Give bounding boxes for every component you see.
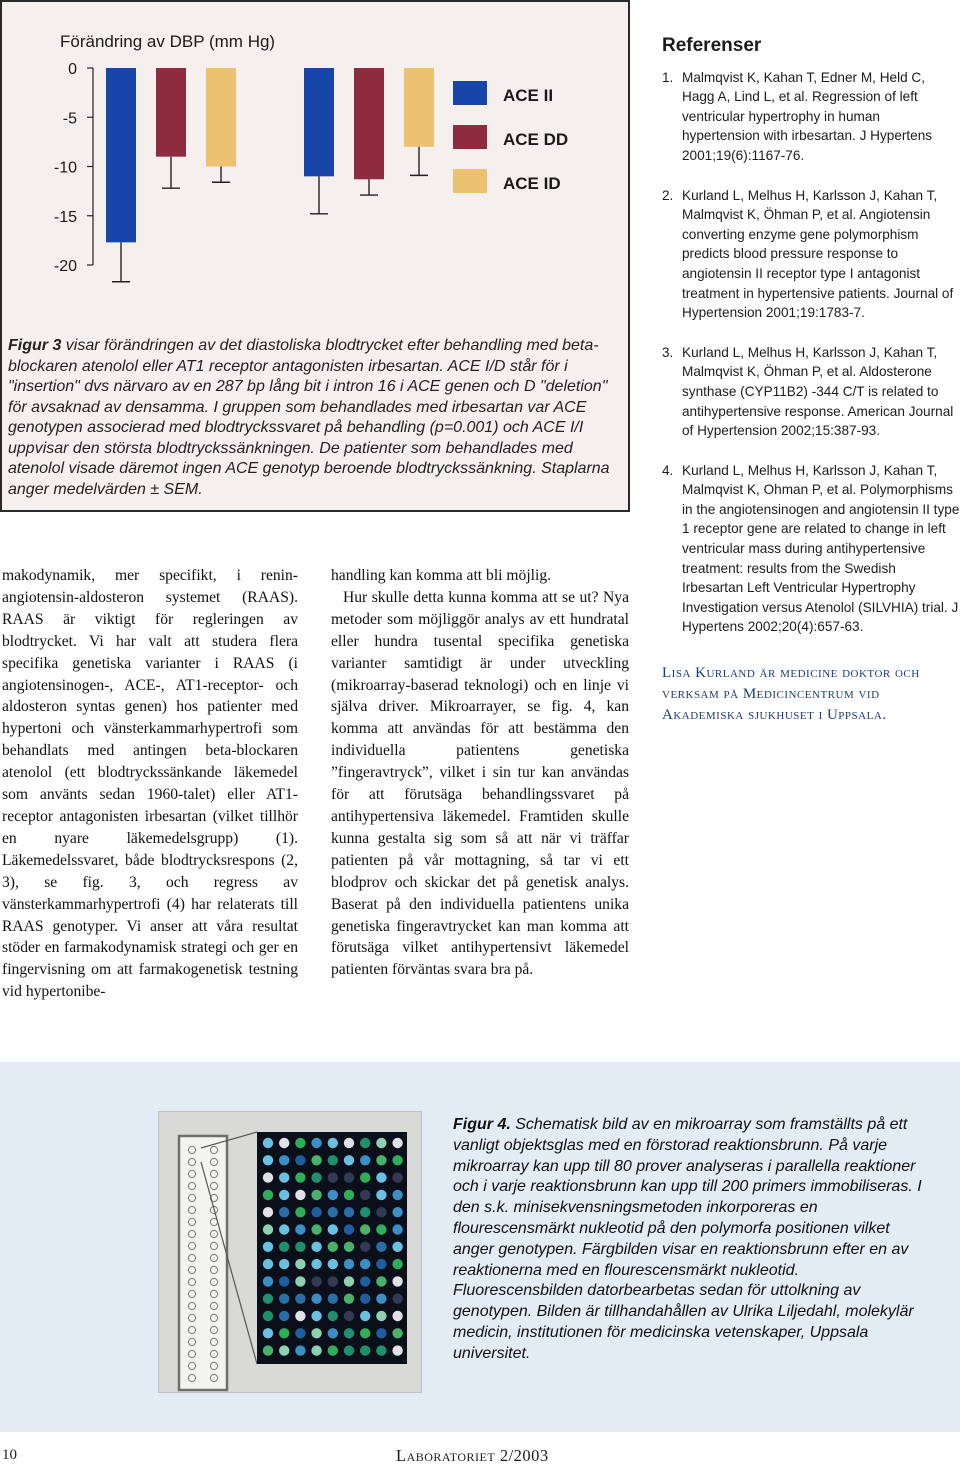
journal-name: Laboratoriet 2/2003: [396, 1446, 549, 1465]
array-spot: [344, 1190, 354, 1200]
array-spot: [295, 1172, 305, 1182]
y-tick-label: -10: [53, 159, 77, 177]
array-spot: [311, 1276, 321, 1286]
microarray-image: [158, 1111, 422, 1393]
legend-label: ACE DD: [503, 130, 569, 149]
y-tick-label: -5: [62, 110, 77, 128]
reference-item: [662, 343, 960, 441]
array-spot: [263, 1311, 273, 1321]
array-spot: [279, 1276, 289, 1286]
array-spot: [279, 1155, 289, 1165]
figure-3-caption-text: visar förändringen av det diastoliska blodtrycket efter behandling med beta-blockaren atenolol eller AT1 receptor antagonisten irbesartan. ACE I/D står för i "insertion" dvs närvaro av en 287 bp lång bit i intron 16 i ACE genen och D "deletion" för avsaknad av densamma. I gruppen som behandlades med irbesartan var ACE genotypen associerad med blodtryckssvaret på behandling (p=0.001) och ACE I/I uppvisar den största blodtryckssänkningen. De patienter som behandlades med atenolol visade däremot ingen ACE genotyp beroende blodtryckssänkning. Staplarna anger medelvärden ± SEM.: [8, 337, 610, 498]
array-spot: [344, 1345, 354, 1355]
bar: [354, 68, 384, 179]
y-tick-label: 0: [68, 61, 77, 78]
array-spot: [344, 1155, 354, 1165]
dbp-bar-chart: [2, 2, 628, 332]
figure-3-label: Figur 3: [8, 337, 62, 354]
chart-title: Förändring av DBP (mm Hg): [60, 32, 276, 51]
figure-4-caption-text: Schematisk bild av en mikroarray som framställts på ett vanligt objektsglas med en förstorad reaktionsbrunn. På varje mikroarray kan upp till 80 prover analyseras i parallella reaktioner och i varje reaktionsbrunn kan upp till 200 primers immobiliseras. I den s.k. minisekvensningsmetoden inkorporeras en flourescensmärkt nukleotid på den polymorfa positionen vilket anger genotypen. Färgbilden visar en reaktionsbrunn efter en av reaktionerna med en flourescensmärkt nukleotid. Fluorescensbilden datorbearbetas sedan för uttolkning av genotypen. Bilden är tillhandahållen av Ulrika Liljedahl, molekylär medicin, institutionen för medicinska vetenskaper, Uppsala universitet.: [453, 1116, 922, 1362]
array-spot: [311, 1311, 321, 1321]
legend-label: ACE ID: [503, 174, 561, 193]
reference-number: 4.: [662, 462, 674, 478]
body-column-1: [2, 565, 298, 1003]
array-spot: [279, 1311, 289, 1321]
array-spot: [263, 1328, 273, 1338]
array-spot: [311, 1345, 321, 1355]
array-spot: [328, 1276, 338, 1286]
array-spot: [295, 1259, 305, 1269]
y-tick-label: -20: [53, 258, 77, 275]
reference-text: Kurland L, Melhus H, Karlsson J, Kahan T, Malmqvist K, Öhman P, et al. Angiotensin converting enzyme gene polymorphism predicts blood pressure response to angiotensin II receptor type I antagonist treatment in hypertensive patients. Journal of Hypertension 2001;19:1783-7.: [682, 187, 954, 321]
array-spot: [263, 1259, 273, 1269]
array-spot: [263, 1190, 273, 1200]
body-paragraph: handling kan komma att bli möjlig.: [331, 567, 552, 584]
array-spot: [328, 1138, 338, 1148]
figure-4-label: Figur 4.: [453, 1116, 511, 1133]
array-spot: [360, 1294, 370, 1304]
array-spot: [376, 1328, 386, 1338]
array-spot: [392, 1311, 402, 1321]
array-spot: [295, 1311, 305, 1321]
array-spot: [311, 1207, 321, 1217]
array-spot: [392, 1294, 402, 1304]
array-spot: [328, 1311, 338, 1321]
array-spot: [344, 1138, 354, 1148]
bar: [106, 68, 136, 242]
bar: [156, 68, 186, 157]
body-paragraph: makodynamik, mer specifikt, i renin-angiotensin-aldosteron systemet (RAAS). RAAS är viktigt för regleringen av blodtrycket. Vi har valt att studera flera specifika genetiska varianter i RAAS (i angiotensinogen-, ACE-, AT1-receptor- och aldosteron syntas genen) hos patienter med hypertoni och vänsterkammarhypertrofi som behandlats med antingen beta-blockaren atenolol (ett blodtryckssänkande läkemedel som använts sedan 1960-talet) eller AT1-receptor antagonisten irbesartan (vilket tillhör en nyare läkemedelsgrupp) (1). Läkemedelssvaret, både blodtrycksrespons (2, 3), se fig. 3, och regress av vänsterkammarhypertrofi (4) har relaterats till RAAS genotyper. Vi anser att våra resultat stöder en farmakodynamisk strategi och ger en fingervisning om att farmakogenetisk testning vid hypertonibe-: [2, 567, 298, 1001]
array-spot: [279, 1172, 289, 1182]
array-spot: [376, 1259, 386, 1269]
array-spot: [279, 1224, 289, 1234]
array-spot: [328, 1328, 338, 1338]
array-spot: [295, 1155, 305, 1165]
array-spot: [311, 1259, 321, 1269]
bar: [206, 68, 236, 167]
reference-text: Kurland L, Melhus H, Karlsson J, Kahan T, Malmqvist K, Öhman P, et al. Aldosterone synthase (CYP11B2) -344 C/T is related to antihypertensive response. American Journal of Hypertension 2002;15:387-93.: [682, 344, 954, 439]
array-spot: [360, 1276, 370, 1286]
array-spot: [263, 1276, 273, 1286]
array-spot: [263, 1242, 273, 1252]
array-spot: [279, 1259, 289, 1269]
array-spot: [311, 1155, 321, 1165]
array-spot: [328, 1345, 338, 1355]
array-spot: [376, 1207, 386, 1217]
reference-number: 3.: [662, 344, 674, 360]
array-spot: [311, 1242, 321, 1252]
array-spot: [376, 1242, 386, 1252]
array-spot: [295, 1276, 305, 1286]
reference-item: [662, 461, 960, 637]
array-spot: [263, 1294, 273, 1304]
array-spot: [392, 1207, 402, 1217]
array-spot: [263, 1345, 273, 1355]
array-spot: [328, 1259, 338, 1269]
array-spot: [360, 1138, 370, 1148]
reference-text: Kurland L, Melhus H, Karlsson J, Kahan T, Malmqvist K, Ohman P, et al. Polymorphisms in the angiotensinogen and angiotensin II type 1 receptor gene are related to change in left ventricular mass during antihypertensive treatment: results from the Swedish Irbesartan Left Ventricular Hypertrophy Investigation versus Atenolol (SILVHIA) trial. J Hypertens 2002;20(4):657-63.: [682, 462, 960, 635]
array-spot: [311, 1294, 321, 1304]
figure-4: [0, 1062, 960, 1432]
y-tick-label: -15: [53, 208, 77, 226]
array-spot: [279, 1207, 289, 1217]
array-spot: [376, 1311, 386, 1321]
array-spot: [360, 1328, 370, 1338]
array-spot: [392, 1172, 402, 1182]
array-spot: [295, 1294, 305, 1304]
array-spot: [328, 1242, 338, 1252]
array-spot: [376, 1345, 386, 1355]
array-spot: [392, 1155, 402, 1165]
array-spot: [263, 1224, 273, 1234]
figure-3: [0, 0, 630, 512]
bar: [404, 68, 434, 147]
author-bio: Lisa Kurland är medicine doktor och verksam på Medicincentrum vid Akademiska sjukhuset i Uppsala.: [662, 665, 920, 724]
references-section: [662, 36, 960, 726]
array-spot: [376, 1190, 386, 1200]
reference-number: 2.: [662, 187, 674, 203]
array-spot: [311, 1190, 321, 1200]
array-spot: [344, 1172, 354, 1182]
array-spot: [392, 1242, 402, 1252]
reference-item: [662, 68, 960, 166]
array-spot: [344, 1259, 354, 1269]
array-spot: [279, 1328, 289, 1338]
reference-item: [662, 186, 960, 323]
array-spot: [295, 1138, 305, 1148]
array-spot: [392, 1190, 402, 1200]
array-spot: [392, 1224, 402, 1234]
array-spot: [279, 1190, 289, 1200]
array-spot: [344, 1207, 354, 1217]
array-spot: [295, 1207, 305, 1217]
array-spot: [279, 1138, 289, 1148]
array-spot: [376, 1172, 386, 1182]
array-spot: [311, 1172, 321, 1182]
array-spot: [344, 1242, 354, 1252]
array-spot: [328, 1155, 338, 1165]
body-paragraph: Hur skulle detta kunna komma att se ut? Nya metoder som möjliggör analys av ett hundratal eller hundra tusental specifika genetiska varianter samtidigt är under utveckling (mikroarray-baserad teknologi) och en linje vi själva driver. Mikroarrayer, se fig. 4, kan komma att användas för att bestämma den individuella patientens genetiska ”fingeravtryck”, vilket i sin tur kan användas för att förutsäga behandlingssvaret på antihypertensiva läkemedel. Framtiden skulle kunna gestalta sig som så att när vi träffar patienten på vår mottagning, så tar vi ett blodprov och skickar det på genetisk analys. Baserat på den individuella patientens unika genetiska fingeravtrycket kan man komma att förutsäga vilket antihypertensivt läkemedel patienten förväntas svara bra på.: [331, 588, 629, 979]
array-spot: [328, 1190, 338, 1200]
microarray-illustration: [159, 1112, 421, 1392]
array-spot: [392, 1259, 402, 1269]
references-heading: Referenser: [662, 35, 762, 56]
array-spot: [263, 1138, 273, 1148]
array-spot: [311, 1328, 321, 1338]
figure-4-caption: [453, 1115, 923, 1365]
array-spot: [279, 1294, 289, 1304]
array-spot: [376, 1224, 386, 1234]
array-spot: [392, 1328, 402, 1338]
array-spot: [295, 1345, 305, 1355]
array-spot: [344, 1328, 354, 1338]
array-spot: [360, 1311, 370, 1321]
array-spot: [360, 1242, 370, 1252]
array-spot: [360, 1190, 370, 1200]
array-spot: [392, 1345, 402, 1355]
array-spot: [392, 1276, 402, 1286]
page-number: 10: [2, 1447, 17, 1463]
array-spot: [328, 1172, 338, 1182]
array-spot: [376, 1294, 386, 1304]
array-spot: [328, 1224, 338, 1234]
array-spot: [344, 1276, 354, 1286]
array-spot: [311, 1224, 321, 1234]
array-spot: [360, 1172, 370, 1182]
array-spot: [360, 1259, 370, 1269]
array-spot: [328, 1207, 338, 1217]
legend-swatch: [453, 169, 487, 193]
array-spot: [295, 1242, 305, 1252]
array-spot: [263, 1207, 273, 1217]
legend-label: ACE II: [503, 86, 554, 105]
reference-text: Malmqvist K, Kahan T, Edner M, Held C, Hagg A, Lind L, et al. Regression of left ventricular hypertrophy in human hypertension with irbesartan. J Hypertens 2001;19(6):1167-76.: [682, 69, 933, 163]
array-spot: [376, 1276, 386, 1286]
bar: [304, 68, 334, 176]
array-spot: [344, 1294, 354, 1304]
legend-swatch: [453, 81, 487, 105]
body-column-2: [331, 565, 629, 981]
array-spot: [328, 1294, 338, 1304]
array-spot: [279, 1345, 289, 1355]
reference-number: 1.: [662, 69, 674, 85]
array-spot: [360, 1345, 370, 1355]
array-spot: [295, 1224, 305, 1234]
array-spot: [360, 1207, 370, 1217]
legend-swatch: [453, 125, 487, 149]
array-spot: [344, 1224, 354, 1234]
array-spot: [376, 1138, 386, 1148]
array-spot: [344, 1311, 354, 1321]
array-spot: [392, 1138, 402, 1148]
figure-3-caption: [8, 336, 628, 500]
array-spot: [311, 1138, 321, 1148]
array-spot: [360, 1155, 370, 1165]
array-spot: [360, 1224, 370, 1234]
array-spot: [263, 1155, 273, 1165]
array-spot: [295, 1328, 305, 1338]
array-spot: [376, 1155, 386, 1165]
array-spot: [295, 1190, 305, 1200]
array-spot: [263, 1172, 273, 1182]
array-spot: [279, 1242, 289, 1252]
